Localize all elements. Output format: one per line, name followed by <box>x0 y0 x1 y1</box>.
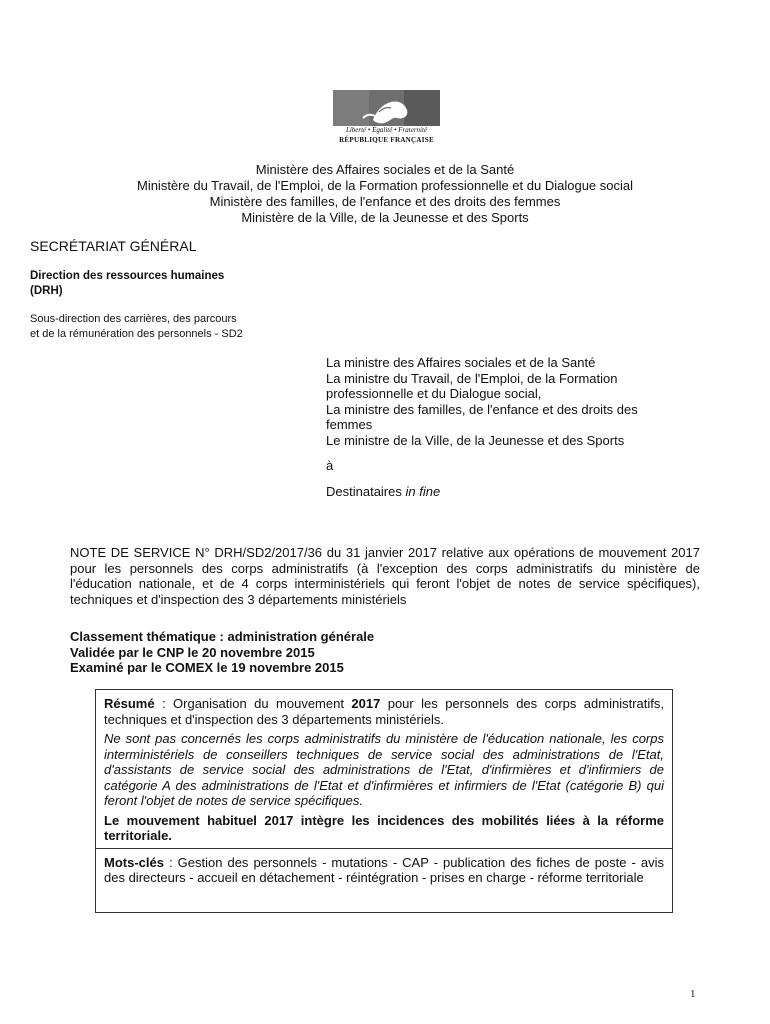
destinataires <box>326 484 706 500</box>
recipient-line: Le ministre de la Ville, de la Jeunesse et des Sports <box>326 432 625 448</box>
mots-cles-section <box>96 849 672 886</box>
recipient-a: à <box>326 458 334 473</box>
secretariat-general: SECRÉTARIAT GÉNÉRAL <box>30 238 197 254</box>
recipient-line: professionnelle et du Dialogue social, <box>326 386 542 401</box>
mots-cles-text: : Gestion des personnels - mutations - CAP - publication des fiches de poste - avis des directeurs - accueil en détachement - réintégration - prises en charge - réforme territoriale <box>104 854 664 885</box>
ministry-line: Ministère du Travail, de l'Emploi, de la Formation professionnelle et du Dialogue social <box>136 178 633 193</box>
classement-line: Classement thématique : administration générale <box>70 629 375 644</box>
note-de-service-title: NOTE DE SERVICE N° DRH/SD2/2017/36 du 31 janvier 2017 relative aux opérations de mouvement 2017 pour les personnels des corps administratifs (à l'exception des corps administratifs du ministère de l'éducation nationale, et de 4 corps interministériels qui feront l'objet de notes de service spécifiques), techniques et d'inspection des 3 départements ministériels <box>70 545 700 607</box>
resume-year: 2017 <box>351 696 381 711</box>
recipient-line: La ministre du Travail, de l'Emploi, de la Formation <box>326 370 618 386</box>
logo-name: RÉPUBLIQUE FRANÇAISE <box>339 136 434 144</box>
recipient-line: La ministre des Affaires sociales et de la Santé <box>326 355 596 370</box>
destinataires-label: Destinataires <box>326 483 406 499</box>
direction-line: (DRH) <box>30 285 63 297</box>
direction-line: Direction des ressources humaines <box>30 270 225 282</box>
ministry-line: Ministère de la Ville, de la Jeunesse et des Sports <box>241 210 529 225</box>
destinataires-in-fine: in fine <box>405 483 441 499</box>
ministry-line: Ministère des familles, de l'enfance et des droits des femmes <box>209 194 561 209</box>
summary-box <box>95 689 673 913</box>
ministries-header <box>0 162 770 226</box>
republique-francaise-logo <box>333 90 440 148</box>
logo-motto: Liberté • Égalité • Fraternité <box>345 126 428 134</box>
ministry-line: Ministère des Affaires sociales et de la Santé <box>255 162 515 177</box>
classement-line: Validée par le CNP le 20 novembre 2015 <box>70 644 315 660</box>
recipient-line: femmes <box>326 417 373 432</box>
mots-cles-label: Mots-clés <box>104 854 164 870</box>
classement-block <box>70 629 374 676</box>
resume-text-after: pour les personnels des corps administratifs, techniques et d'inspection des 3 départements ministériels. <box>104 696 664 727</box>
classement-line: Examiné par le COMEX le 19 novembre 2015 <box>70 660 344 675</box>
sous-direction-line: et de la rémunération des personnels - SD2 <box>30 328 243 340</box>
direction-block <box>30 269 224 299</box>
recipient-line: La ministre des familles, de l'enfance et des droits des <box>326 401 638 417</box>
sous-direction-block <box>30 312 243 342</box>
resume-exclusions: Ne sont pas concernés les corps administratifs du ministère de l'éducation nationale, les corps interministériels de conseillers techniques de service social des administrations de l'Etat, d'assistants de service social des administrations de l'Etat, d'infirmières et d'infirmiers de catégorie A des administrations de l'Etat et d'infirmières et infirmiers de l'Etat (catégorie B) qui feront l'objet de notes de service spécifiques. <box>104 731 664 808</box>
resume-label: Résumé <box>104 696 155 711</box>
resume-text: : Organisation du mouvement <box>154 696 352 711</box>
mots-cles-paragraph <box>104 855 664 886</box>
sous-direction-line: Sous-direction des carrières, des parcours <box>30 313 237 325</box>
resume-bold-note: Le mouvement habituel 2017 intègre les incidences des mobilités liées à la réforme territoriale. <box>104 812 664 843</box>
page-number: 1 <box>690 988 696 1000</box>
recipients-block <box>326 355 706 499</box>
resume-paragraph <box>104 696 664 727</box>
resume-section <box>96 690 672 844</box>
marianne-logo-icon <box>333 90 440 126</box>
